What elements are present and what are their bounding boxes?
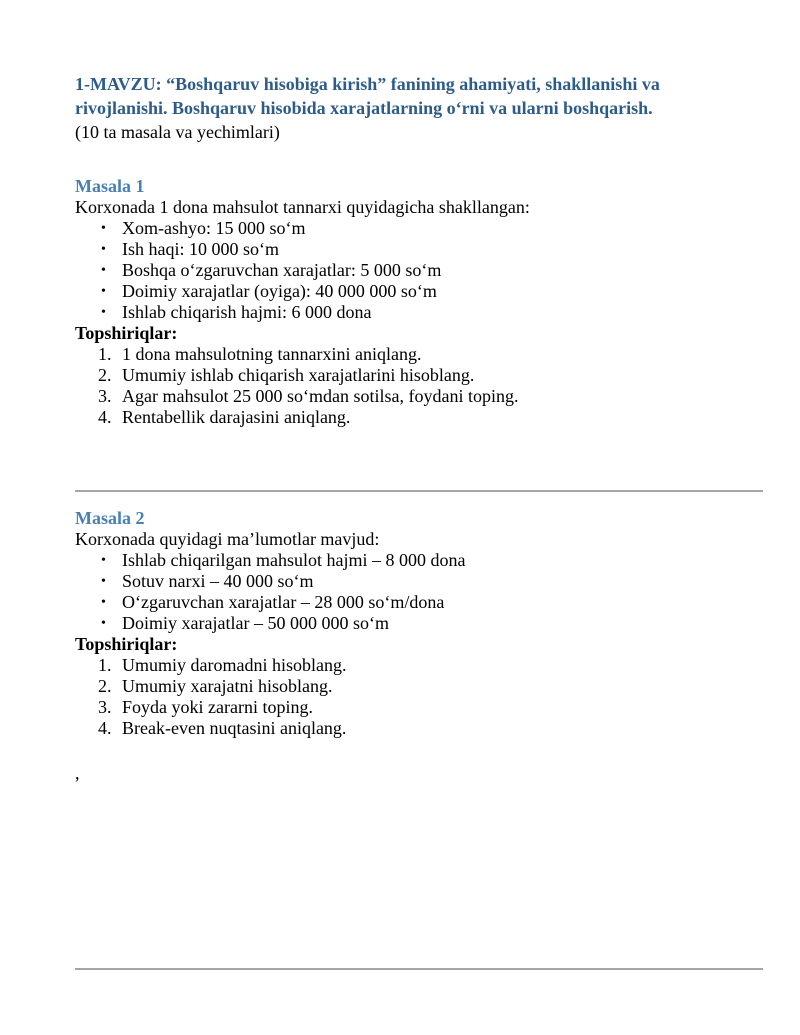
- document-subtitle: (10 ta masala va yechimlari): [75, 122, 280, 142]
- task-number: 4.: [98, 718, 112, 738]
- tasks-label: Topshiriqlar:: [75, 634, 178, 654]
- problem-heading: Masala 1: [75, 176, 145, 196]
- given-data-list: [75, 218, 765, 323]
- list-item: • Doimiy xarajatlar (oyiga): 40 000 000 so‘m: [122, 281, 765, 302]
- list-item: • Ishlab chiqarish hajmi: 6 000 dona: [122, 302, 765, 323]
- task-number: 1.: [98, 655, 112, 675]
- list-item: [98, 676, 765, 697]
- tasks-list: [75, 344, 765, 428]
- list-item: [98, 655, 765, 676]
- problem-section-2: [75, 507, 765, 739]
- task-text: Umumiy xarajatni hisoblang.: [122, 676, 333, 696]
- list-item: • Ishlab chiqarilgan mahsulot hajmi – 8 000 dona: [122, 550, 765, 571]
- problem-intro: Korxonada quyidagi ma’lumotlar mavjud:: [75, 529, 380, 549]
- problem-intro: Korxonada 1 dona mahsulot tannarxi quyidagicha shakllangan:: [75, 197, 530, 217]
- task-text: Foyda yoki zararni toping.: [122, 697, 313, 717]
- list-item: • Xom-ashyo: 15 000 so‘m: [122, 218, 765, 239]
- task-text: Rentabellik darajasini aniqlang.: [122, 407, 351, 427]
- document-header: [75, 72, 765, 144]
- task-number: 1.: [98, 344, 112, 364]
- task-text: Umumiy ishlab chiqarish xarajatlarini hisoblang.: [122, 365, 475, 385]
- task-number: 3.: [98, 386, 112, 406]
- stray-comma: ,: [75, 763, 80, 783]
- section-divider: [75, 490, 763, 492]
- tasks-list: [75, 655, 765, 739]
- list-item: [98, 718, 765, 739]
- problem-heading: Masala 2: [75, 508, 145, 528]
- task-number: 4.: [98, 407, 112, 427]
- task-text: Agar mahsulot 25 000 so‘mdan sotilsa, foydani toping.: [122, 386, 519, 406]
- task-text: Umumiy daromadni hisoblang.: [122, 655, 347, 675]
- section-divider: [75, 968, 763, 970]
- tasks-label: Topshiriqlar:: [75, 323, 178, 343]
- list-item: [98, 697, 765, 718]
- list-item: • Doimiy xarajatlar – 50 000 000 so‘m: [122, 613, 765, 634]
- list-item: [98, 365, 765, 386]
- task-text: 1 dona mahsulotning tannarxini aniqlang.: [122, 344, 422, 364]
- task-number: 2.: [98, 676, 112, 696]
- document-title-line-1: 1-MAVZU: “Boshqaruv hisobiga kirish” fanining ahamiyati, shakllanishi va: [75, 74, 660, 94]
- given-data-list: [75, 550, 765, 634]
- task-text: Break-even nuqtasini aniqlang.: [122, 718, 347, 738]
- task-number: 3.: [98, 697, 112, 717]
- list-item: [98, 407, 765, 428]
- list-item: • O‘zgaruvchan xarajatlar – 28 000 so‘m/dona: [122, 592, 765, 613]
- problem-section-1: [75, 175, 765, 428]
- list-item: • Sotuv narxi – 40 000 so‘m: [122, 571, 765, 592]
- list-item: • Ish haqi: 10 000 so‘m: [122, 239, 765, 260]
- task-number: 2.: [98, 365, 112, 385]
- list-item: [98, 344, 765, 365]
- list-item: • Boshqa o‘zgaruvchan xarajatlar: 5 000 so‘m: [122, 260, 765, 281]
- document-title-line-2: rivojlanishi. Boshqaruv hisobida xarajatlarning o‘rni va ularni boshqarish.: [75, 98, 653, 118]
- list-item: [98, 386, 765, 407]
